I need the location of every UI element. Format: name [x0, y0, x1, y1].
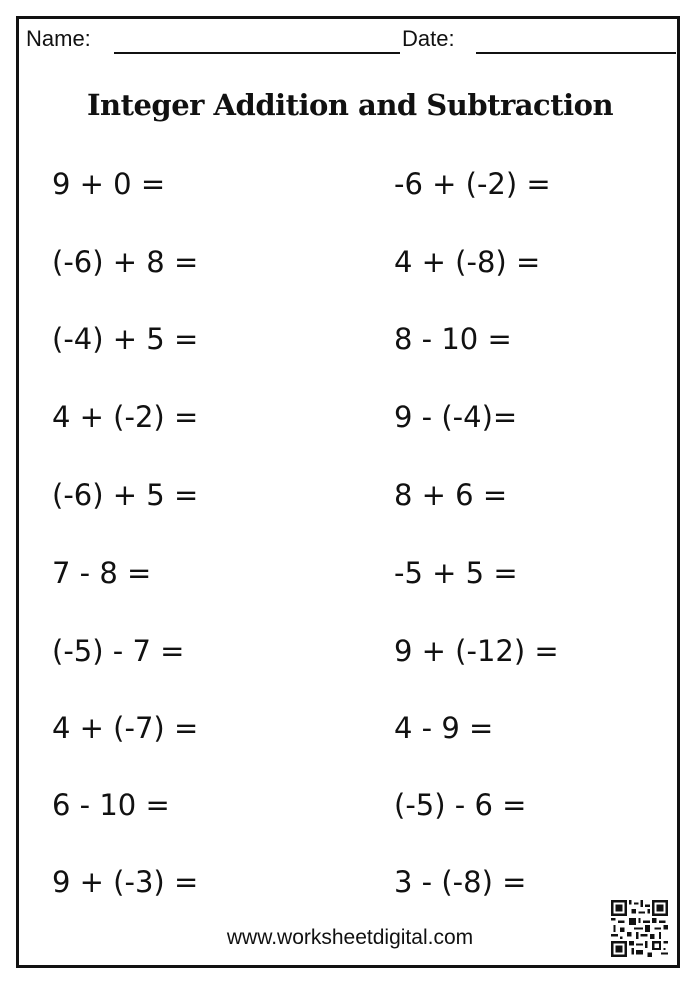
website-footer[interactable]: www.worksheetdigital.com — [226, 926, 474, 949]
problem-right-9: (-5) - 6 = — [394, 788, 527, 822]
problem-left-10: 9 + (-3) = — [52, 865, 199, 899]
problem-right-3: 8 - 10 = — [394, 322, 512, 356]
qr-code-icon — [611, 900, 668, 957]
problem-right-7: 9 + (-12) = — [394, 634, 559, 668]
problem-left-6: 7 - 8 = — [52, 556, 152, 590]
problem-left-8: 4 + (-7) = — [52, 711, 199, 745]
problem-left-4: 4 + (-2) = — [52, 400, 199, 434]
problem-left-2: (-6) + 8 = — [52, 245, 199, 279]
date-line — [476, 52, 676, 54]
name-label: Name: — [26, 26, 91, 51]
problem-right-8: 4 - 9 = — [394, 711, 494, 745]
problem-left-1: 9 + 0 = — [52, 167, 166, 201]
date-label: Date: — [402, 26, 455, 51]
page-title: Integer Addition and Subtraction — [86, 88, 614, 122]
problem-right-2: 4 + (-8) = — [394, 245, 541, 279]
problem-right-1: -6 + (-2) = — [394, 167, 551, 201]
problem-right-5: 8 + 6 = — [394, 478, 508, 512]
problem-left-7: (-5) - 7 = — [52, 634, 185, 668]
problem-right-10: 3 - (-8) = — [394, 865, 527, 899]
problem-left-9: 6 - 10 = — [52, 788, 170, 822]
name-line — [114, 52, 400, 54]
problem-right-6: -5 + 5 = — [394, 556, 518, 590]
problem-right-4: 9 - (-4)= — [394, 400, 518, 434]
problem-left-5: (-6) + 5 = — [52, 478, 199, 512]
problem-left-3: (-4) + 5 = — [52, 322, 199, 356]
header-row — [6, 24, 692, 58]
